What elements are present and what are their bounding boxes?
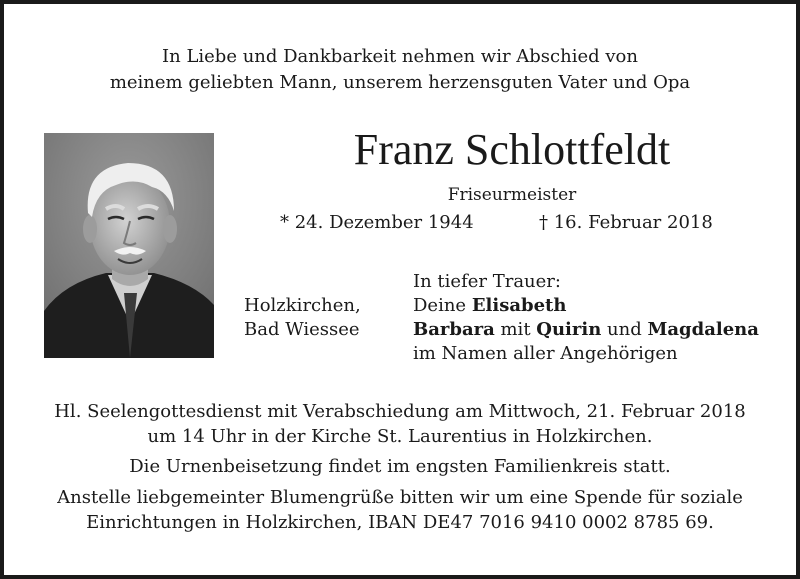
- mourner-partner: Quirin: [536, 319, 602, 340]
- mourners-connector-2: und: [601, 319, 648, 340]
- urn-burial-info: Die Urnenbeisetzung findet im engsten Familienkreis statt.: [129, 456, 671, 477]
- portrait-illustration: [44, 133, 214, 358]
- deceased-name: Franz Schlottfeldt: [353, 125, 671, 174]
- mourner-daughter: Barbara: [413, 319, 495, 340]
- mourner-granddaughter: Magdalena: [647, 319, 759, 340]
- mourners: [413, 270, 759, 366]
- birth-date: * 24. Dezember 1944: [280, 212, 474, 233]
- place-line-2: Bad Wiessee: [244, 319, 360, 340]
- mourners-line-1: [413, 294, 759, 318]
- death-date: † 16. Februar 2018: [539, 212, 713, 233]
- donation-info: [0, 485, 800, 535]
- donation-line-2: Einrichtungen in Holzkirchen, IBAN DE47 7016 9410 0002 8785 69.: [86, 512, 714, 533]
- service-line-1: Hl. Seelengottesdienst mit Verabschiedung am Mittwoch, 21. Februar 2018: [54, 401, 746, 422]
- intro-line-1: In Liebe und Dankbarkeit nehmen wir Abschied von: [162, 46, 638, 67]
- mourning-heading: In tiefer Trauer:: [413, 271, 561, 292]
- places: [244, 294, 361, 342]
- portrait-photo: [44, 133, 214, 358]
- mourners-line-2: [413, 318, 759, 342]
- donation-line-1: Anstelle liebgemeinter Blumengrüße bitten wir um eine Spende für soziale: [57, 487, 743, 508]
- mourners-connector-1: mit: [494, 319, 537, 340]
- intro-text: [0, 44, 800, 96]
- place-line-1: Holzkirchen,: [244, 295, 361, 316]
- service-info: [0, 399, 800, 449]
- service-line-2: um 14 Uhr in der Kirche St. Laurentius in Holzkirchen.: [147, 426, 653, 447]
- deceased-occupation: Friseurmeister: [447, 185, 577, 205]
- intro-line-2: meinem geliebten Mann, unserem herzensguten Vater und Opa: [109, 72, 691, 93]
- mourner-wife: Elisabeth: [471, 295, 567, 316]
- mourners-closing: im Namen aller Angehörigen: [413, 343, 678, 364]
- mourners-prefix: Deine: [413, 295, 472, 316]
